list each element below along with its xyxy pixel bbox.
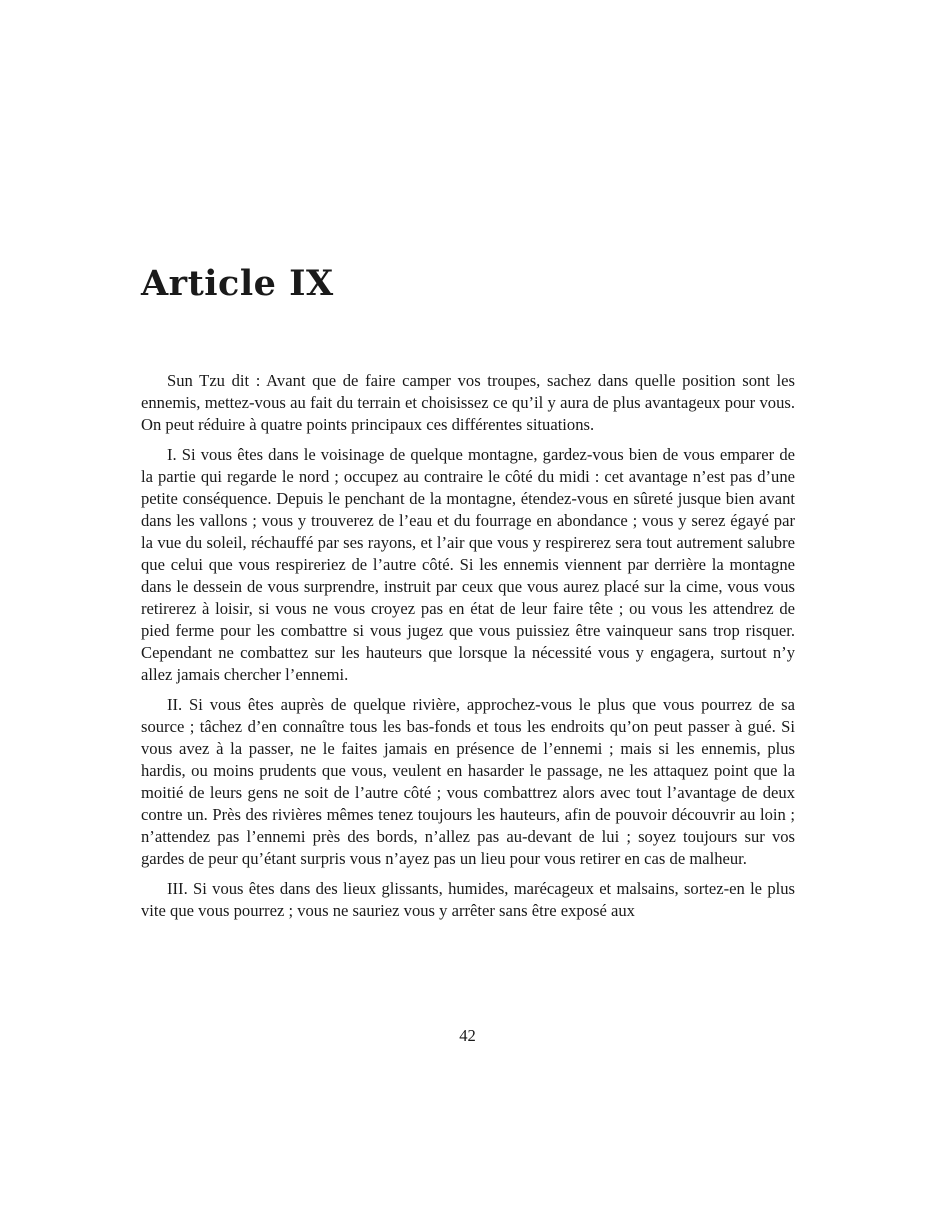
paragraph-marsh: III. Si vous êtes dans des lieux glissants, humides, marécageux et malsains, sortez-en le plus vite que vous pourrez ; vous ne sauriez vous y arrêter sans être exposé aux	[141, 879, 795, 920]
page-number: 42	[459, 1026, 476, 1045]
body-text	[141, 370, 795, 930]
paragraph-river: II. Si vous êtes auprès de quelque rivière, approchez-vous le plus que vous pourrez de sa source ; tâchez d’en connaître tous les bas-fonds et tous les endroits qu’on peut passer à gué. Si vous avez à la passer, ne le faites jamais en présence de l’ennemi ; mais si les ennemis, plus hardis, ou moins prudents que vous, veulent en hasarder le passage, ne les attaquez point que la moitié de leurs gens ne soit de l’autre côté ; vous combattrez alors avec tout l’avantage de deux contre un. Près des rivières mêmes tenez toujours les hauteurs, afin de pouvoir découvrir au loin ; n’attendez pas l’ennemi près des bords, n’allez pas au-devant de lui ; soyez toujours sur vos gardes de peur qu’étant surpris vous n’ayez pas un lieu pour vous retirer en cas de malheur.	[141, 695, 795, 868]
chapter-title: Article IX	[141, 263, 334, 304]
paragraph-mountain: I. Si vous êtes dans le voisinage de quelque montagne, gardez-vous bien de vous emparer de la partie qui regarde le nord ; occupez au contraire le côté du midi : cet avantage n’est pas d’une petite conséquence. Depuis le penchant de la montagne, étendez-vous en sûreté jusque bien avant dans les vallons ; vous y trouverez de l’eau et du fourrage en abondance ; vous y serez égayé par la vue du soleil, réchauffé par ses rayons, et l’air que vous y respirerez sera tout autrement salubre que celui que vous respireriez de l’autre côté. Si les ennemis viennent par derrière la montagne dans le dessein de vous surprendre, instruit par ceux que vous aurez placé sur la cime, vous vous retirerez à loisir, si vous ne vous croyez pas en état de leur faire tête ; ou vous les attendrez de pied ferme pour les combattre si vous jugez que vous puissiez être vainqueur sans trop risquer. Cependant ne combattez sur les hauteurs que lorsque la nécessité vous y engagera, surtout n’y allez jamais chercher l’ennemi.	[141, 445, 795, 684]
paragraph-intro: Sun Tzu dit : Avant que de faire camper vos troupes, sachez dans quelle position sont les ennemis, mettez-vous au fait du terrain et choisissez ce qu’il y aura de plus avantageux pour vous. On peut réduire à quatre points principaux ces différentes situations.	[141, 371, 795, 434]
